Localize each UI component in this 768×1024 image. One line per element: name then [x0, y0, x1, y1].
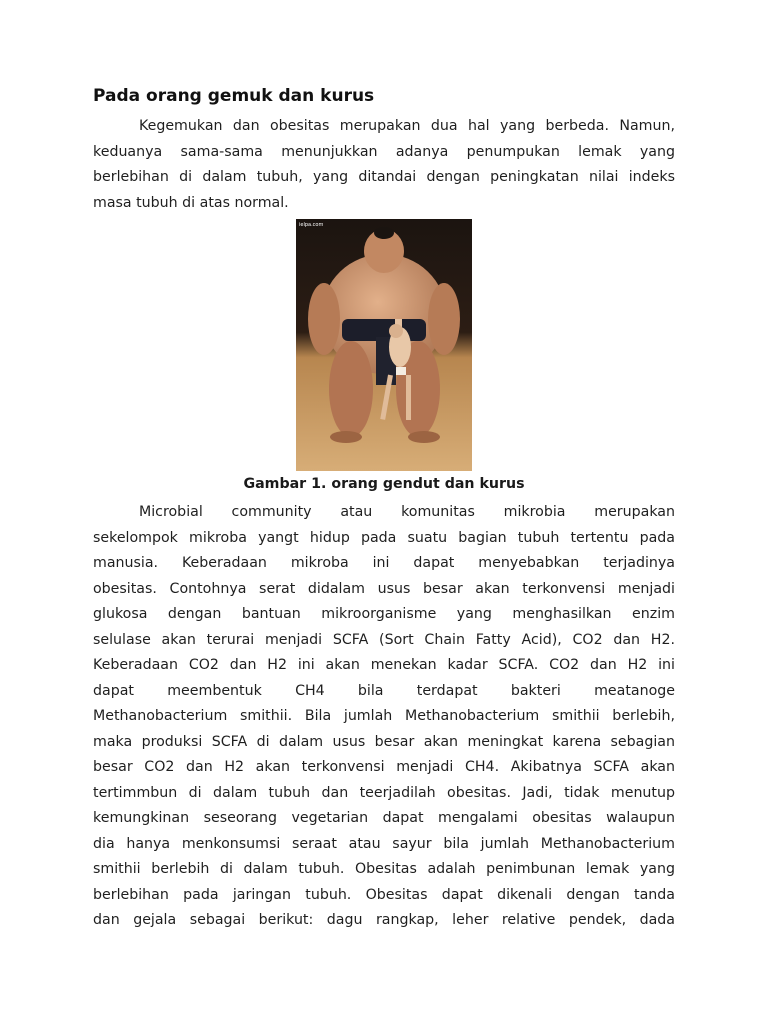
paragraph-line: maka produksi SCFA di dalam usus besar akan meningkat karena sebagian — [93, 733, 675, 750]
paragraph-line: selulase akan terurai menjadi SCFA (Sort Chain Fatty Acid), CO2 dan H2. — [93, 631, 675, 648]
paragraph-line: kemungkinan seseorang vegetarian dapat mengalami obesitas walaupun — [93, 810, 675, 826]
paragraph-line: besar CO2 dan H2 akan terkonvensi menjadi CH4. Akibatnya SCFA akan — [93, 759, 675, 775]
paragraph-line: glukosa dengan bantuan mikroorganisme yang menghasilkan enzim — [93, 606, 675, 622]
paragraph-line: keduanya sama-sama menunjukkan adanya penumpukan lemak yang — [93, 143, 675, 160]
paragraph-line: Kegemukan dan obesitas merupakan dua hal yang berbeda. Namun, — [139, 118, 675, 134]
paragraph-line: masa tubuh di atas normal. — [93, 194, 289, 211]
paragraph-line: Microbial community atau komunitas mikrobia merupakan — [139, 504, 675, 520]
paragraph-line: Methanobacterium smithii. Bila jumlah Methanobacterium smithii berlebih, — [93, 708, 675, 724]
paragraph-line: dapat meembentuk CH4 bila terdapat bakteri meatanoge — [93, 682, 675, 699]
sumo-illustration — [296, 219, 472, 471]
paragraph-line: tertimmbun di dalam tubuh dan teerjadilah obesitas. Jadi, tidak menutup — [93, 784, 675, 801]
paragraph-line: manusia. Keberadaan mikroba ini dapat menyebabkan terjadinya — [93, 555, 675, 571]
paragraph-line: obesitas. Contohnya serat didalam usus besar akan terkonvensi menjadi — [93, 580, 675, 597]
paragraph-line: dan gejala sebagai berikut: dagu rangkap, leher relative pendek, dada — [93, 912, 675, 928]
paragraph-line: sekelompok mikroba yangt hidup pada suatu bagian tubuh tertentu pada — [93, 529, 675, 546]
figure-sumo-photo — [296, 219, 472, 471]
paragraph-line: Keberadaan CO2 dan H2 ini akan menekan kadar SCFA. CO2 dan H2 ini — [93, 657, 675, 673]
image-watermark: ielpa.com — [299, 222, 324, 228]
paragraph-line: dia hanya menkonsumsi seraat atau sayur bila jumlah Methanobacterium — [93, 835, 675, 852]
figure-caption: Gambar 1. orang gendut dan kurus — [243, 476, 525, 492]
section-heading: Pada orang gemuk dan kurus — [93, 86, 375, 106]
paragraph-microbial — [93, 500, 675, 934]
paragraph-line: berlebihan pada jaringan tubuh. Obesitas dapat dikenali dengan tanda — [93, 886, 675, 903]
paragraph-line: smithii berlebih di dalam tubuh. Obesitas adalah penimbunan lemak yang — [93, 861, 675, 877]
paragraph-intro — [93, 114, 675, 216]
paragraph-line: berlebihan di dalam tubuh, yang ditandai dengan peningkatan nilai indeks — [93, 169, 675, 185]
